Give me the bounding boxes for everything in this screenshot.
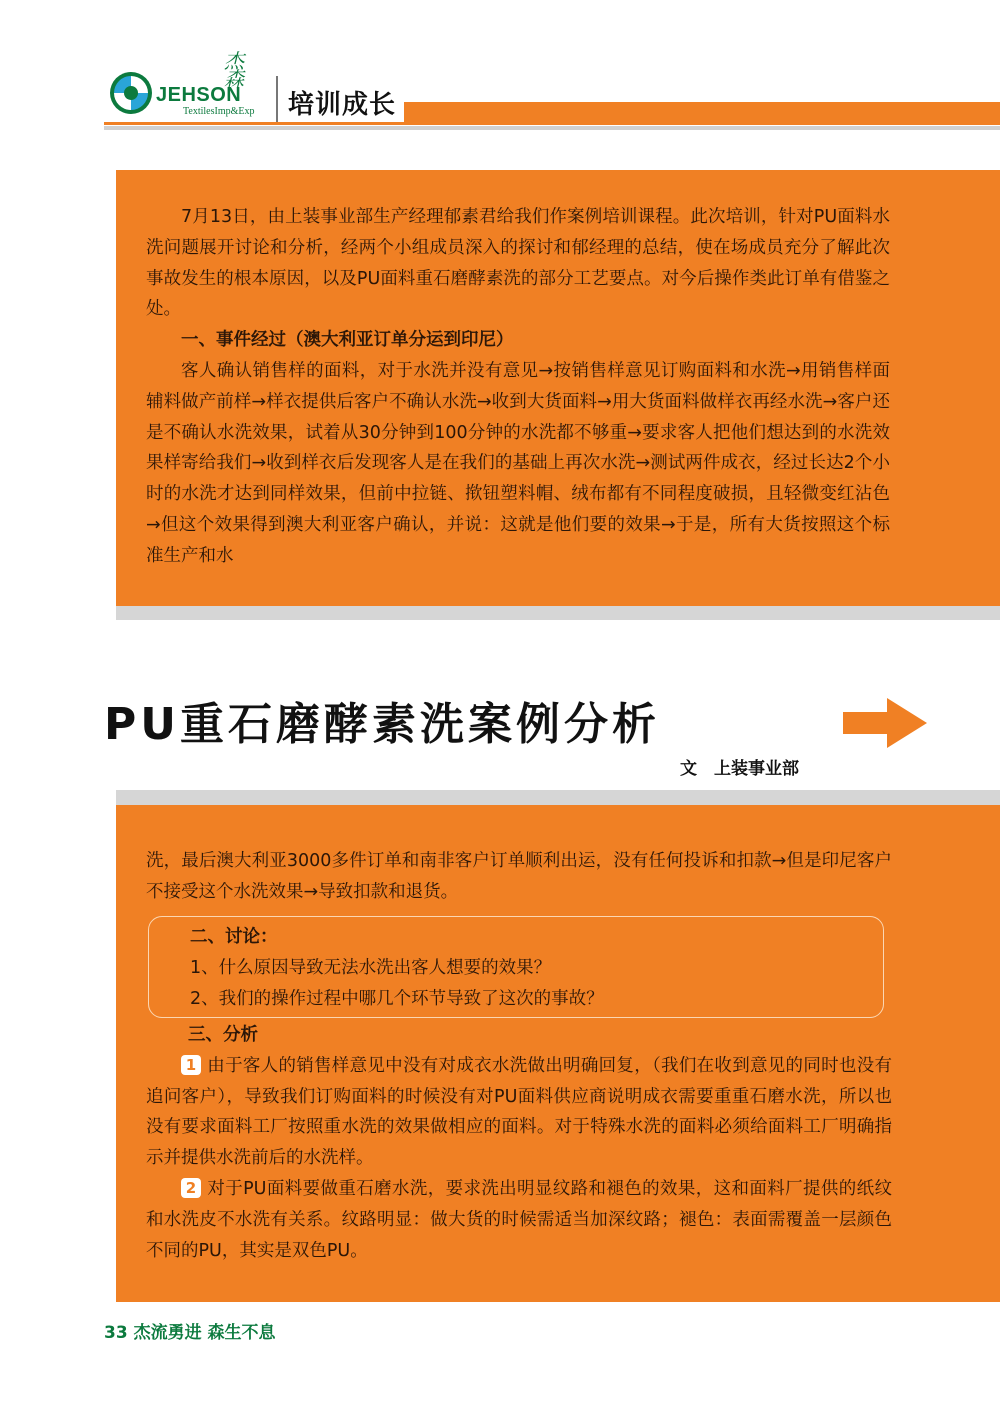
page-header bbox=[0, 0, 1000, 140]
brand-subtitle: TextilesImp&Exp bbox=[183, 106, 255, 117]
analysis-point-text: 对于PU面料要做重石磨水洗，要求洗出明显纹路和褪色的效果，这和面料厂提供的纸纹和水洗皮不水洗有关系。纹路明显：做大货的时候需适当加深纹路；褪色：表面需覆盖一层颜色不同的PU，其实是双色PU。 bbox=[146, 1178, 892, 1261]
footer-slogan: 杰流勇进 森生不息 bbox=[133, 1323, 276, 1343]
header-shadow bbox=[104, 126, 1000, 130]
continuation-text bbox=[146, 846, 892, 908]
analysis-heading: 三、分析 bbox=[188, 1025, 258, 1045]
arrow-right-icon bbox=[843, 698, 927, 748]
jehson-logo-icon bbox=[108, 70, 154, 116]
discussion-heading: 二、讨论： bbox=[190, 927, 278, 947]
header-rule bbox=[104, 122, 1000, 125]
brand-script: 杰森 bbox=[224, 49, 244, 91]
discussion-text bbox=[148, 922, 882, 1014]
page-number: 33 bbox=[104, 1323, 128, 1343]
header-divider bbox=[276, 76, 278, 122]
bottom-panel-shadow bbox=[116, 790, 1000, 806]
continuation-paragraph: 洗，最后澳大利亚3000多件订单和南非客户订单顺利出运，没有任何投诉和扣款→但是印尼客户不接受这个水洗效果→导致扣款和退货。 bbox=[146, 851, 892, 902]
discussion-item: 2、我们的操作过程中哪几个环节导致了这次的事故？ bbox=[190, 988, 604, 1009]
intro-paragraph: 7月13日，由上装事业部生产经理郁素君给我们作案例培训课程。此次培训，针对PU面料水洗问题展开讨论和分析，经两个小组成员深入的探讨和郁经理的总结，使在场成员充分了解此次事故发生的根本原因，以及PU面料重石磨酵素洗的部分工艺要点。对今后操作类此订单有借鉴之处。 bbox=[146, 207, 890, 320]
top-text bbox=[146, 202, 890, 572]
brand-name: JEHSON bbox=[156, 84, 242, 106]
event-heading: 一、事件经过（澳大利亚订单分运到印尼） bbox=[181, 330, 514, 351]
number-badge: 2 bbox=[181, 1178, 201, 1198]
discussion-item: 1、什么原因导致无法水洗出客人想要的效果？ bbox=[190, 957, 552, 978]
analysis-point-2 bbox=[146, 1174, 892, 1266]
analysis-text bbox=[146, 1020, 892, 1266]
analysis-point-text: 由于客人的销售样意见中没有对成衣水洗做出明确回复，（我们在收到意见的同时也没有追问客户），导致我们订购面料的时候没有对PU面料供应商说明成衣需要重重石磨水洗，所以也没有要求面料工厂按照重水洗的效果做相应的面料。对于特殊水洗的面料必须给面料工厂明确指示并提供水洗前后的水洗样。 bbox=[146, 1055, 892, 1169]
number-badge: 1 bbox=[181, 1055, 201, 1075]
section-title: 培训成长 bbox=[288, 90, 397, 120]
article-title: PU重石磨酵素洗案例分析 bbox=[104, 699, 660, 750]
page-footer bbox=[104, 1318, 276, 1343]
analysis-point-1 bbox=[146, 1051, 892, 1174]
event-paragraph: 客人确认销售样的面料，对于水洗并没有意见→按销售样意见订购面料和水洗→用销售样面辅料做产前样→样衣提供后客户不确认水洗→收到大货面料→用大货面料做样衣再经水洗→客户还是不确认水洗效果，试着从30分钟到100分钟的水洗都不够重→要求客人把他们想达到的水洗效果样寄给我们→收到样衣后发现客人是在我们的基础上再次水洗→测试两件成衣，经过长达2个小时的水洗才达到同样效果，但前中拉链、揿钮塑料帽、绒布都有不同程度破损，且轻微变红沾色→但这个效果得到澳大利亚客户确认，并说：这就是他们要的效果→于是，所有大货按照这个标准生产和水 bbox=[146, 360, 890, 566]
top-panel-shadow bbox=[116, 606, 1000, 620]
byline: 文 上装事业部 bbox=[680, 759, 799, 779]
header-orange-bar bbox=[404, 102, 1000, 122]
